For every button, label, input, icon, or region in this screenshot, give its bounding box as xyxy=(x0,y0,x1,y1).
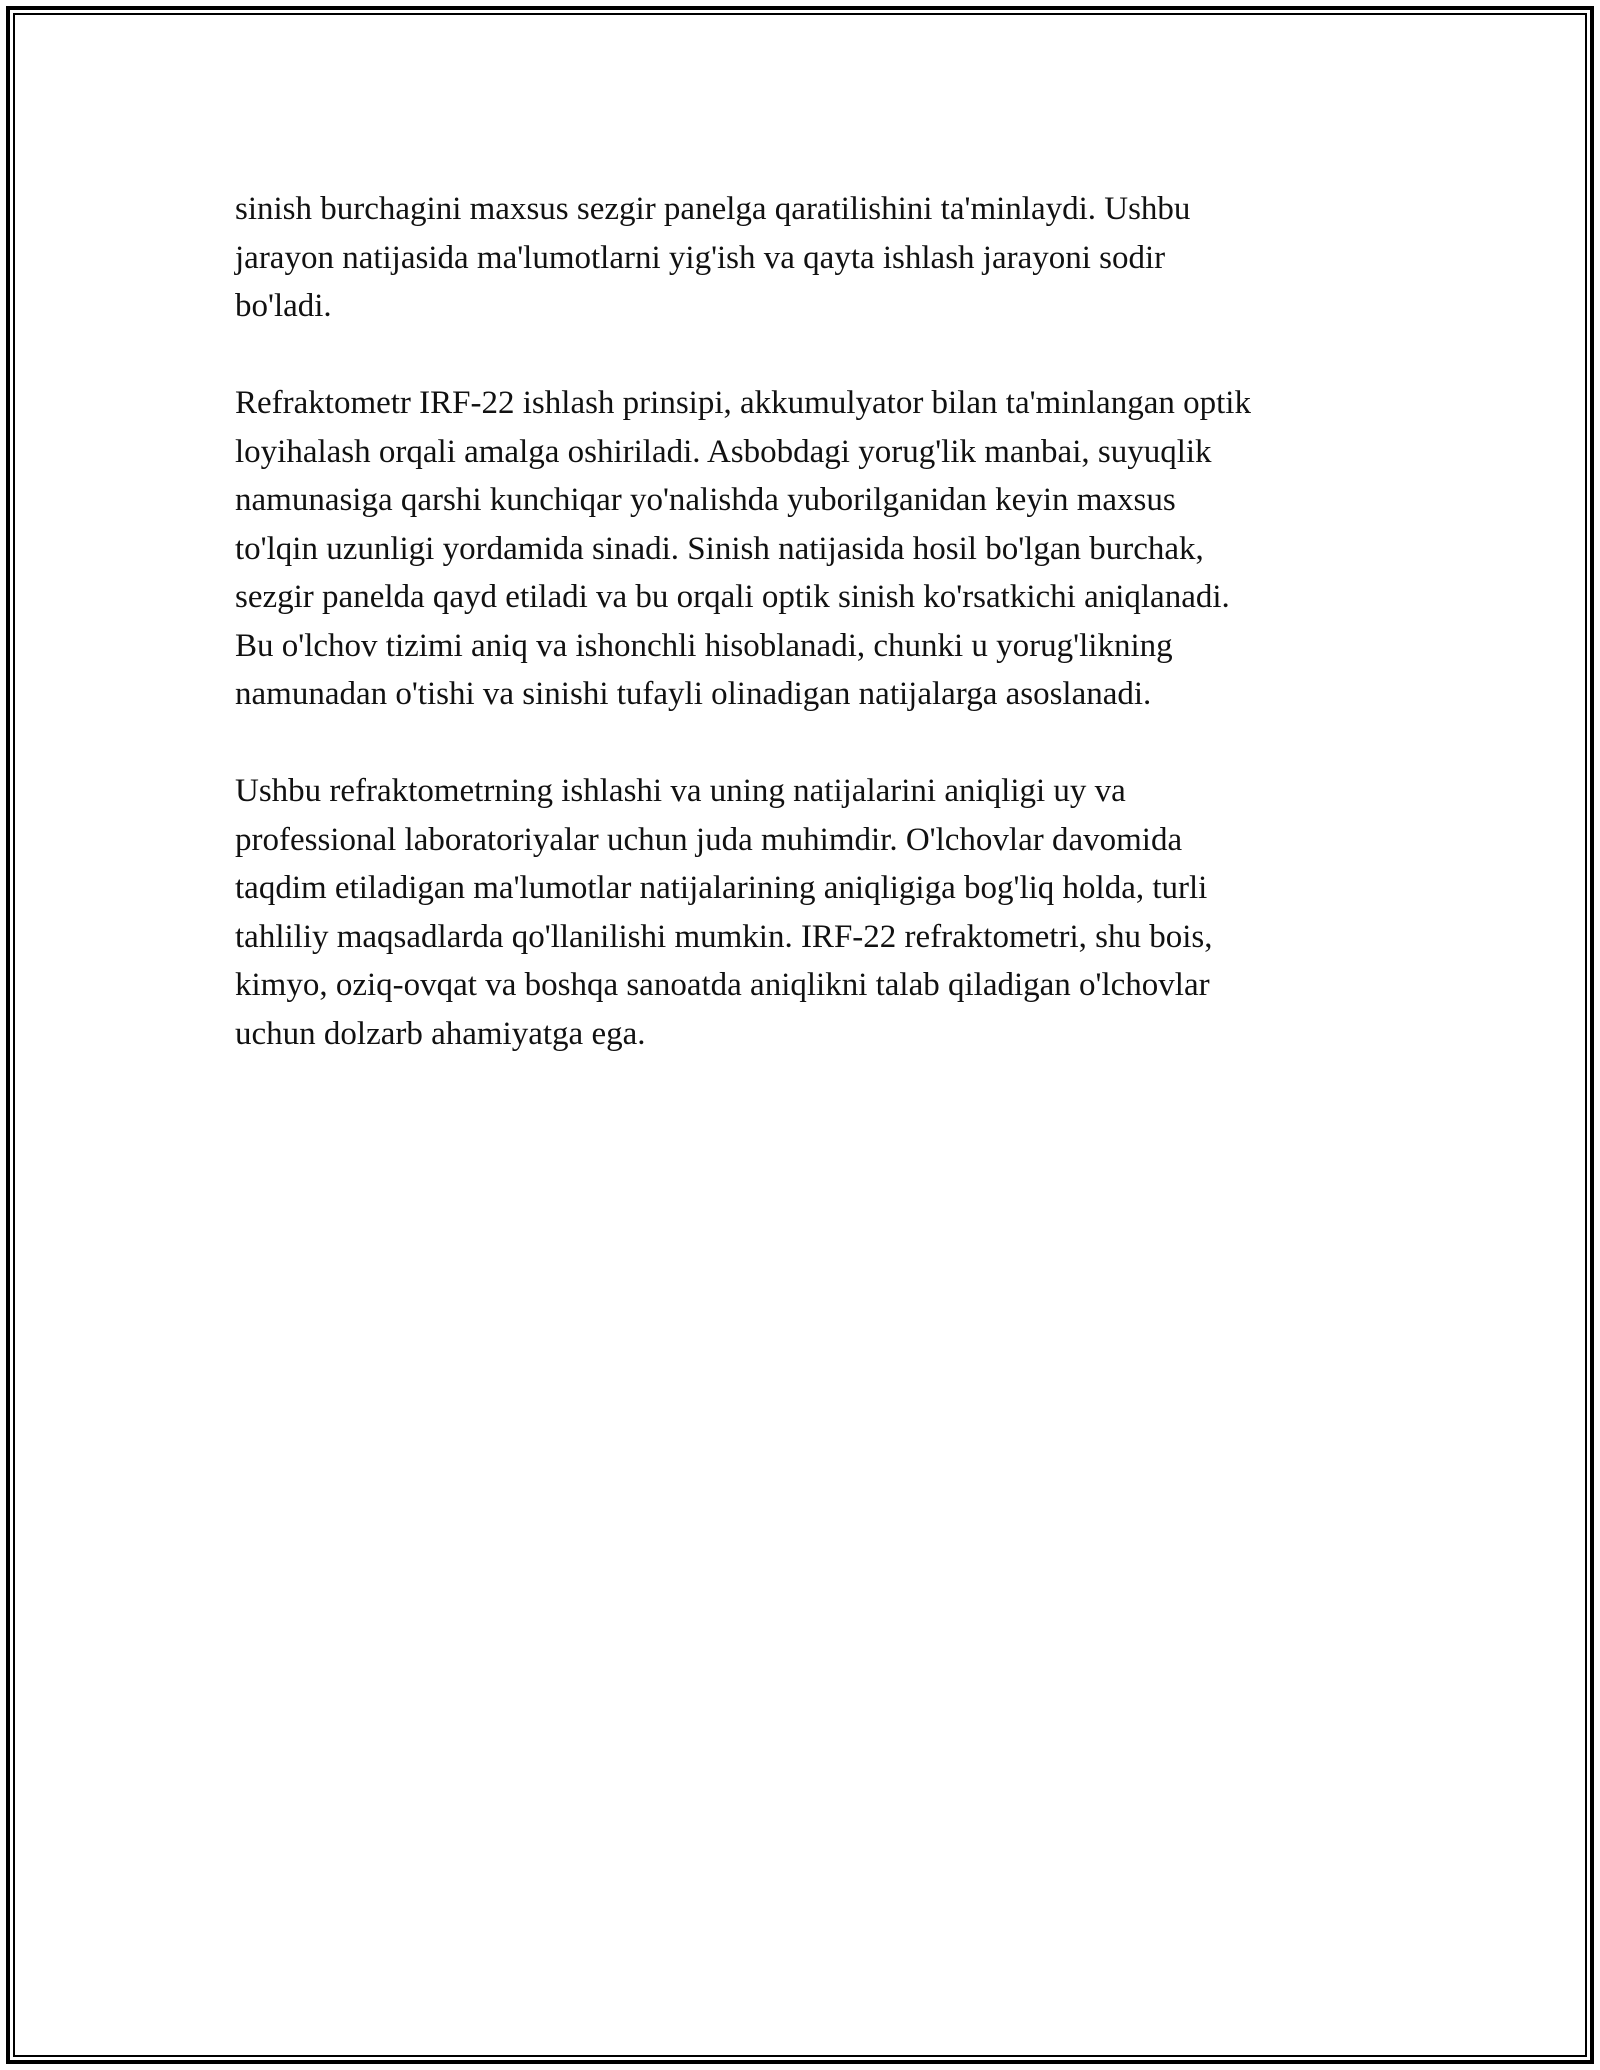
paragraph-1 xyxy=(235,185,1375,331)
text-line: Bu o'lchov tizimi aniq va ishonchli hisoblanadi, chunki u yorug'likning xyxy=(235,627,1173,664)
text-line: namunasiga qarshi kunchiqar yo'nalishda yuborilganidan keyin maxsus xyxy=(235,482,1176,518)
text-line: loyihalash orqali amalga oshiriladi. Asbobdagi yorug'lik manbai, suyuqlik xyxy=(235,433,1212,470)
text-line: namunadan o'tishi va sinishi tufayli olinadigan natijalarga asoslanadi. xyxy=(235,676,1152,712)
text-line: to'lqin uzunligi yordamida sinadi. Sinish natijasida hosil bo'lgan burchak, xyxy=(235,530,1204,567)
text-line: bo'ladi. xyxy=(235,288,332,324)
paragraph-3 xyxy=(235,767,1375,1058)
text-line: sezgir panelda qayd etiladi va bu orqali optik sinish ko'rsatkichi aniqlanadi. xyxy=(235,579,1230,615)
text-line: sinish burchagini maxsus sezgir panelga qaratilishini ta'minlaydi. Ushbu xyxy=(235,191,1191,227)
text-line: kimyo, oziq-ovqat va boshqa sanoatda aniqlikni talab qiladigan o'lchovlar xyxy=(235,967,1210,1003)
text-line: jarayon natijasida ma'lumotlarni yig'ish va qayta ishlash jarayoni sodir xyxy=(235,239,1166,276)
text-line: taqdim etiladigan ma'lumotlar natijalarining aniqligiga bog'liq holda, turli xyxy=(235,870,1208,906)
text-line: professional laboratoriyalar uchun juda muhimdir. O'lchovlar davomida xyxy=(235,821,1183,858)
text-line: Refraktometr IRF-22 ishlash prinsipi, akkumulyator bilan ta'minlangan optik xyxy=(235,385,1251,421)
text-line: tahliliy maqsadlarda qo'llanilishi mumkin. IRF-22 refraktometri, shu bois, xyxy=(235,918,1213,955)
document-body xyxy=(235,185,1375,1107)
paragraph-2 xyxy=(235,379,1375,719)
text-line: uchun dolzarb ahamiyatga ega. xyxy=(235,1015,646,1052)
text-line: Ushbu refraktometrning ishlashi va uning natijalarini aniqligi uy va xyxy=(235,773,1126,809)
